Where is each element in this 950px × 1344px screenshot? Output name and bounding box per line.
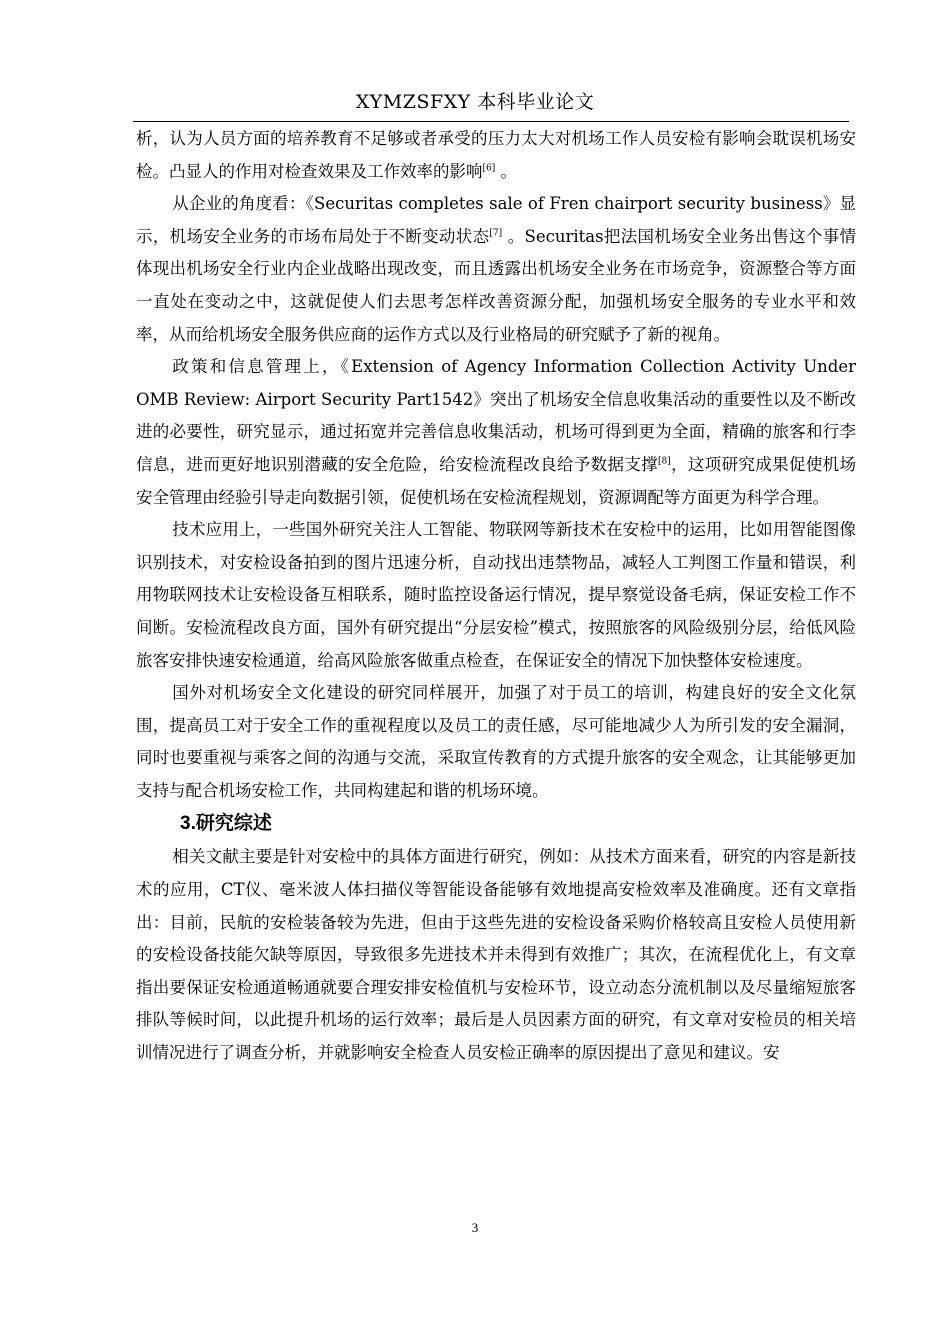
paragraph-6: 相关文献主要是针对安检中的具体方面进行研究，例如：从技术方面来看，研究的内容是新技术的应用，CT仪、毫米波人体扫描仪等智能设备能够有效地提高安检效率及准确度。还有文章指出：目前，民航的安检装备较为先进，但由于这些先进的安检设备采购价格较高且安检人员使用新的安检设备技能欠缺等原因，导致很多先进技术并未得到有效推广；其次，在流程优化上，有文章指出要保证安检通道畅通就要合理安排安检值机与安检环节，设立动态分流机制以及尽量缩短旅客排队等候时间，以此提升机场的运行效率；最后是人员因素方面的研究，有文章对安检员的相关培训情况进行了调查分析，并就影响安全检查人员安检正确率的原因提出了意见和建议。安 — [136, 847, 856, 1063]
paragraph-text: 析，认为人员方面的培养教育不足够或者承受的压力太大对机场工作人员安检有影响会耽误机场安检。凸显人的作用对检查效果及工作效率的影响 — [136, 129, 856, 181]
citation: [7] — [489, 228, 503, 239]
paragraph-text: 。 — [495, 161, 517, 181]
citation: [8] — [658, 456, 671, 467]
paragraph-3 — [136, 351, 856, 514]
body-text — [136, 123, 856, 1070]
paragraph-text: 政策和信息管理上，《Extension of Agency Information Collection Activity Under OMB Review: Airport Security Part1542》突出了机场安全信息收集活动的重要性以及不断改进的必要性，研究显示，通过拓宽并完善信息收集活动，机场可得到更为全面，精确的旅客和行李信息，进而更好地识别潜藏的安全危险，给安检流程改良给予数据支撑 — [136, 357, 856, 474]
section-heading: 3.研究综述 — [180, 813, 272, 835]
header-rule — [133, 121, 849, 122]
paragraph-4: 技术应用上，一些国外研究关注人工智能、物联网等新技术在安检中的运用，比如用智能图像识别技术，对安检设备拍到的图片迅速分析，自动找出违禁物品，减轻人工判图工作量和错误，利用物联网技术让安检设备互相联系，随时监控设备运行情况，提早察觉设备毛病，保证安检工作不间断。安检流程改良方面，国外有研究提出“分层安检”模式，按照旅客的风险级别分层，给低风险旅客安排快速安检通道，给高风险旅客做重点检查，在保证安全的情况下加快整体安检速度。 — [136, 520, 856, 670]
citation: [6] — [482, 163, 496, 174]
paragraph-2 — [136, 188, 856, 351]
page-number: 3 — [471, 1220, 479, 1235]
paragraph-text: 从企业的角度看：《Securitas completes sale of Fren chairport security business》显示，机场安全业务的市场布局处于不断变动状态 — [136, 194, 856, 246]
paragraph-5: 国外对机场安全文化建设的研究同样展开，加强了对于员工的培训，构建良好的安全文化氛围，提高员工对于安全工作的重视程度以及员工的责任感，尽可能地减少人为所引发的安全漏洞，同时也要重视与乘客之间的沟通与交流，采取宣传教育的方式提升旅客的安全观念，让其能够更加支持与配合机场安检工作，共同构建起和谐的机场环境。 — [136, 683, 856, 800]
paragraph-text: 。Securitas把法国机场安全业务出售这个事情体现出机场安全行业内企业战略出现改变，而且透露出机场安全业务在市场竞争，资源整合等方面一直处在变动之中，这就促使人们去思考怎样改善资源分配，加强机场安全服务的专业水平和效率，从而给机场安全服务供应商的运作方式以及行业格局的研究赋予了新的视角。 — [136, 226, 856, 344]
paragraph-text: ，这项研究成果促使机场安全管理由经验引导走向数据引领，促使机场在安检流程规划，资源调配等方面更为科学合理。 — [136, 454, 857, 507]
page-header: XYMZSFXY 本科毕业论文 — [355, 91, 595, 113]
paragraph-1 — [136, 123, 856, 188]
